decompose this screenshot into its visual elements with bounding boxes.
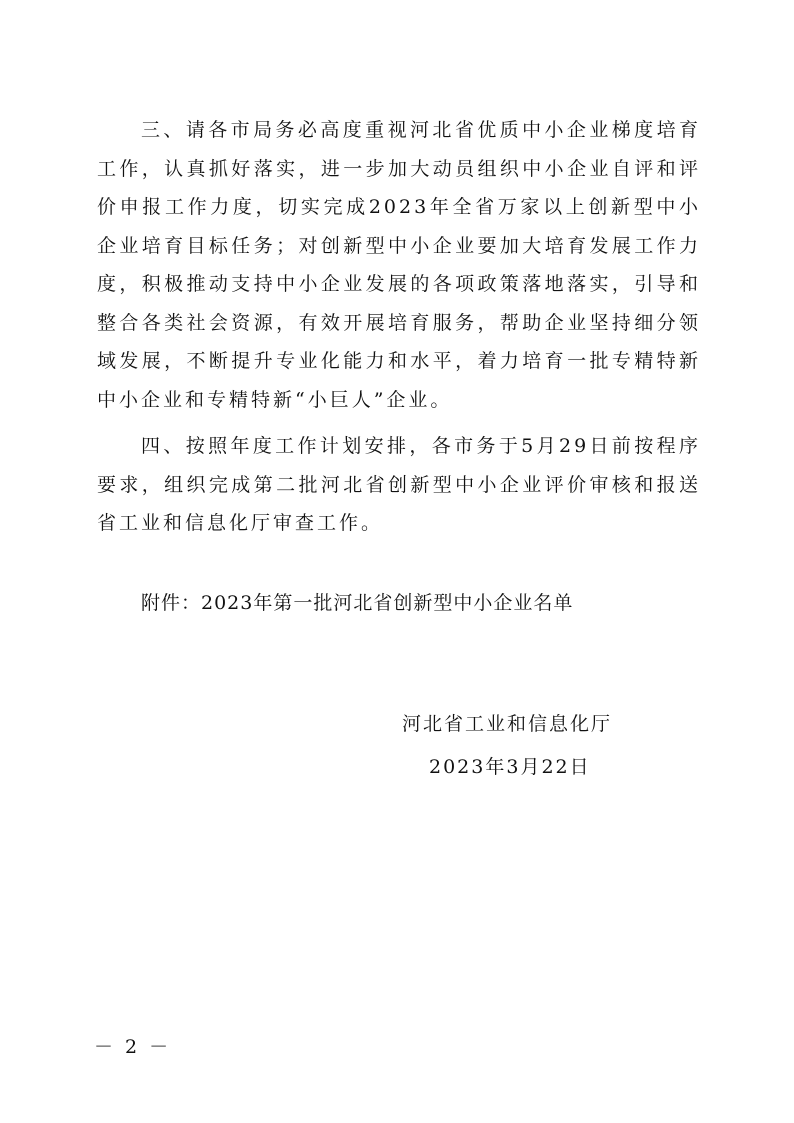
paragraph-item-three-block [97, 111, 701, 419]
attachment-line: 附件：2023年第一批河北省创新型中小企业名单 [141, 592, 574, 614]
issuing-organization: 河北省工业和信息化厅 [402, 713, 613, 735]
page-number: － 2 － [94, 1036, 172, 1058]
paragraph-item-four-block [97, 427, 701, 543]
paragraph-item-three: 三、请各市局务必高度重视河北省优质中小企业梯度培育工作，认真抓好落实，进一步加大动员组织中小企业自评和评价申报工作力度，切实完成2023年全省万家以上创新型中小企业培育目标任务；对创新型中小企业要加大培育发展工作力度，积极推动支持中小企业发展的各项政策落地落实，引导和整合各类社会资源，有效开展培育服务，帮助企业坚持细分领域发展，不断提升专业化能力和水平，着力培育一批专精特新中小企业和专精特新“小巨人”企业。 [97, 119, 701, 411]
paragraph-item-four: 四、按照年度工作计划安排，各市务于5月29日前按程序要求，组织完成第二批河北省创新型中小企业评价审核和报送省工业和信息化厅审查工作。 [97, 435, 701, 534]
issue-date: 2023年3月22日 [429, 756, 591, 778]
